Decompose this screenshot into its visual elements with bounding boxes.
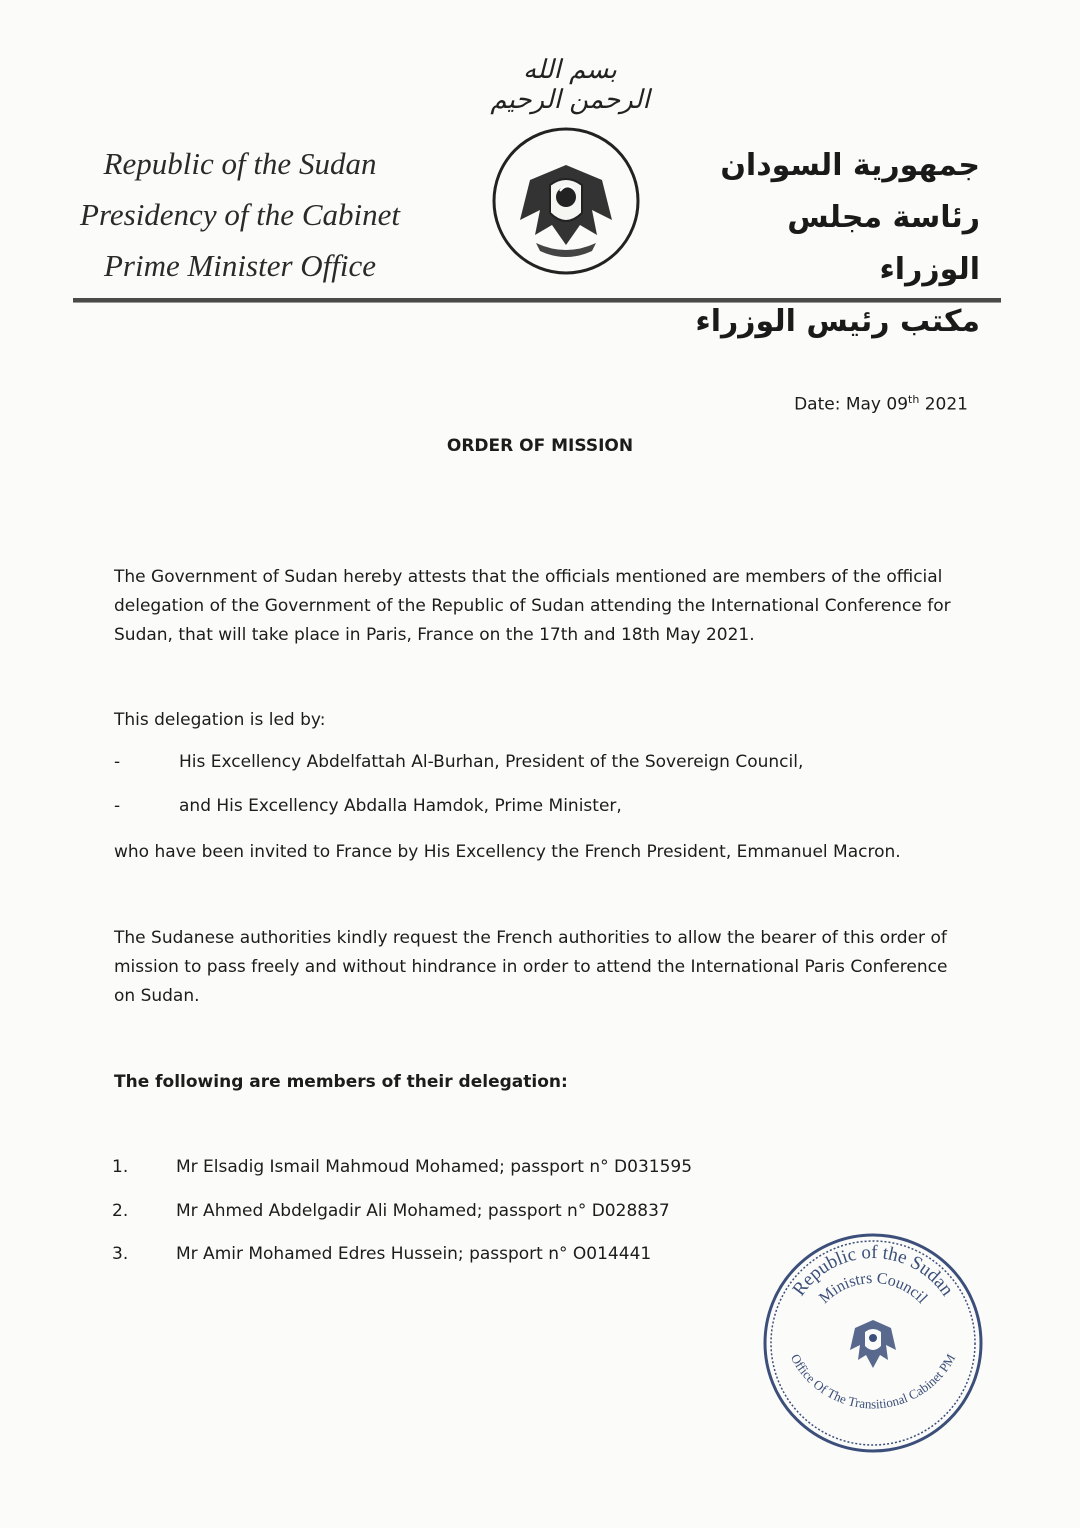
stamp-bottom-text: Office Of The Transitional Cabinet PM: [787, 1351, 959, 1412]
attestation-paragraph: The Government of Sudan hereby attests that the officials mentioned are members of the official delegation of the Government of the Republic of Sudan attending the International Conference for Sudan, that will take place in Paris, France on the 17th and 18th May 2021.: [114, 567, 951, 645]
basmala-calligraphy: بسم الله الرحمن الرحيم: [490, 55, 650, 115]
arabic-line-presidency: رئاسة مجلس الوزراء: [787, 200, 980, 287]
member-number: 2.: [112, 1201, 129, 1221]
leader-dash: -: [114, 752, 121, 772]
member-number: 1.: [112, 1157, 129, 1177]
stamp-top-text: Republic of the Sudan: [788, 1241, 958, 1300]
arabic-line-office: مكتب رئيس الوزراء: [695, 304, 980, 339]
document-date: [700, 393, 968, 415]
member-number: 3.: [112, 1244, 129, 1264]
invited-line: who have been invited to France by His Excellency the French President, Emmanuel Macron.: [114, 842, 901, 862]
request-paragraph: The Sudanese authorities kindly request the French authorities to allow the bearer of this order of mission to pass freely and without hindrance in order to attend the International Paris Conference on Sudan.: [114, 928, 948, 1006]
date-label: Date: May 09: [794, 394, 909, 415]
arabic-letterhead: [690, 140, 980, 348]
leader-item: His Excellency Abdelfattah Al-Burhan, President of the Sovereign Council,: [179, 752, 804, 772]
stamp-inner-text: Ministrs Council: [816, 1269, 931, 1308]
date-suffix: th: [908, 393, 920, 406]
leader-item: and His Excellency Abdalla Hamdok, Prime Minister,: [179, 796, 622, 816]
stamp-emblem-icon: [850, 1320, 896, 1368]
sudan-emblem-icon: [490, 125, 642, 277]
letterhead-line-republic: Republic of the Sudan: [103, 146, 377, 181]
led-by-intro: This delegation is led by:: [114, 710, 326, 730]
letterhead-line-office: Prime Minister Office: [103, 248, 377, 283]
english-letterhead: [60, 138, 420, 291]
member-item: Mr Elsadig Ismail Mahmoud Mohamed; passport n° D031595: [176, 1157, 693, 1177]
date-year: 2021: [919, 394, 968, 415]
letterhead-line-presidency: Presidency of the Cabinet: [80, 197, 400, 232]
official-stamp-icon: [760, 1230, 986, 1456]
member-item: Mr Amir Mohamed Edres Hussein; passport n° O014441: [176, 1244, 652, 1264]
arabic-line-republic: جمهورية السودان: [720, 148, 980, 183]
member-item: Mr Ahmed Abdelgadir Ali Mohamed; passport n° D028837: [176, 1201, 670, 1221]
members-heading: The following are members of their delegation:: [114, 1072, 568, 1092]
header-divider: [73, 298, 1001, 303]
document-title: ORDER OF MISSION: [446, 436, 634, 456]
leader-dash: -: [114, 796, 121, 816]
